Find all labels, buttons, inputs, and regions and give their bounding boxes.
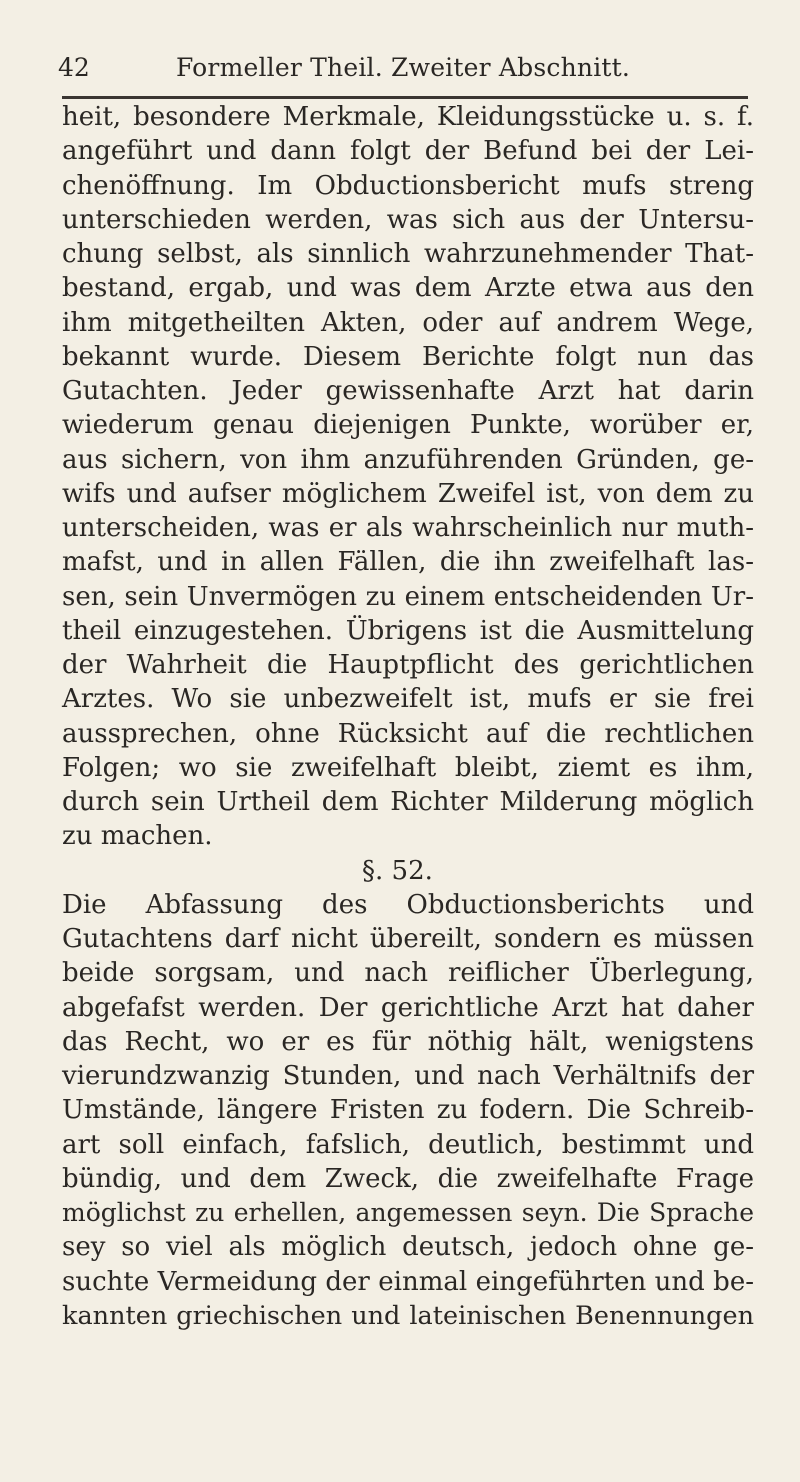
text-line: mafst, und in allen Fällen, die ihn zweifelhaft las-: [62, 547, 754, 578]
text-line: angeführt und dann folgt der Befund bei der Lei-: [62, 136, 754, 167]
section-heading: §. 52.: [362, 855, 433, 886]
text-line: chenöffnung. Im Obductionsbericht mufs streng: [62, 170, 754, 201]
running-head: Formeller Theil. Zweiter Abschnitt.: [176, 53, 631, 82]
text-line: abgefafst werden. Der gerichtliche Arzt hat daher: [62, 992, 754, 1023]
text-line: heit, besondere Merkmale, Kleidungsstücke u. s. f.: [62, 102, 754, 132]
text-line: möglichst zu erhellen, angemessen seyn. Die Sprache: [62, 1198, 754, 1227]
text-line: kannten griechischen und lateinischen Benennungen: [62, 1300, 754, 1331]
text-line: Die Abfassung des Obductionsberichts und: [62, 889, 754, 920]
text-line: Gutachten. Jeder gewissenhafte Arzt hat darin: [62, 376, 754, 406]
text-line: aus sichern, von ihm anzuführenden Gründen, ge-: [62, 444, 754, 475]
body-text: [62, 100, 754, 1333]
text-line: unterscheiden, was er als wahrscheinlich nur muth-: [62, 513, 754, 543]
text-line: Arztes. Wo sie unbezweifelt ist, mufs er sie frei: [62, 684, 754, 715]
text-line: bündig, und dem Zweck, die zweifelhafte Frage: [62, 1163, 754, 1194]
text-line: ihm mitgetheilten Akten, oder auf andrem Wege,: [62, 307, 754, 338]
text-line: bestand, ergab, und was dem Arzte etwa aus den: [62, 273, 754, 304]
text-line: sey so viel als möglich deutsch, jedoch ohne ge-: [62, 1232, 754, 1263]
text-line: vierundzwanzig Stunden, und nach Verhältnifs der: [62, 1061, 754, 1091]
text-line: wifs und aufser möglichem Zweifel ist, von dem zu: [62, 478, 754, 509]
text-line: sen, sein Unvermögen zu einem entscheidenden Ur-: [62, 581, 754, 612]
page-header: [58, 48, 748, 88]
page-number: 42: [58, 53, 90, 82]
text-line: zu machen.: [62, 821, 213, 852]
text-line: Umstände, längere Fristen zu fodern. Die Schreib-: [62, 1095, 754, 1126]
text-line: Gutachtens darf nicht übereilt, sondern es müssen: [62, 924, 754, 954]
text-line: Folgen; wo sie zweifelhaft bleibt, ziemt es ihm,: [62, 752, 754, 783]
text-line: unterschieden werden, was sich aus der Untersu-: [62, 204, 754, 235]
text-line: theil einzugestehen. Übrigens ist die Ausmittelung: [62, 615, 754, 646]
text-line: wiederum genau diejenigen Punkte, worüber er,: [62, 410, 754, 441]
text-line: art soll einfach, fafslich, deutlich, bestimmt und: [62, 1129, 754, 1160]
text-line: suchte Vermeidung der einmal eingeführten und be-: [62, 1266, 754, 1297]
text-line: chung selbst, als sinnlich wahrzunehmender That-: [62, 239, 754, 269]
text-line: durch sein Urtheil dem Richter Milderung möglich: [62, 787, 754, 817]
text-line: bekannt wurde. Diesem Berichte folgt nun das: [62, 341, 754, 372]
text-line: das Recht, wo er es für nöthig hält, wenigstens: [62, 1026, 754, 1057]
text-line: beide sorgsam, und nach reiflicher Überlegung,: [62, 958, 754, 989]
text-line: der Wahrheit die Hauptpflicht des gerichtlichen: [62, 650, 754, 680]
text-line: aussprechen, ohne Rücksicht auf die rechtlichen: [62, 718, 754, 749]
header-rule: [62, 96, 748, 99]
